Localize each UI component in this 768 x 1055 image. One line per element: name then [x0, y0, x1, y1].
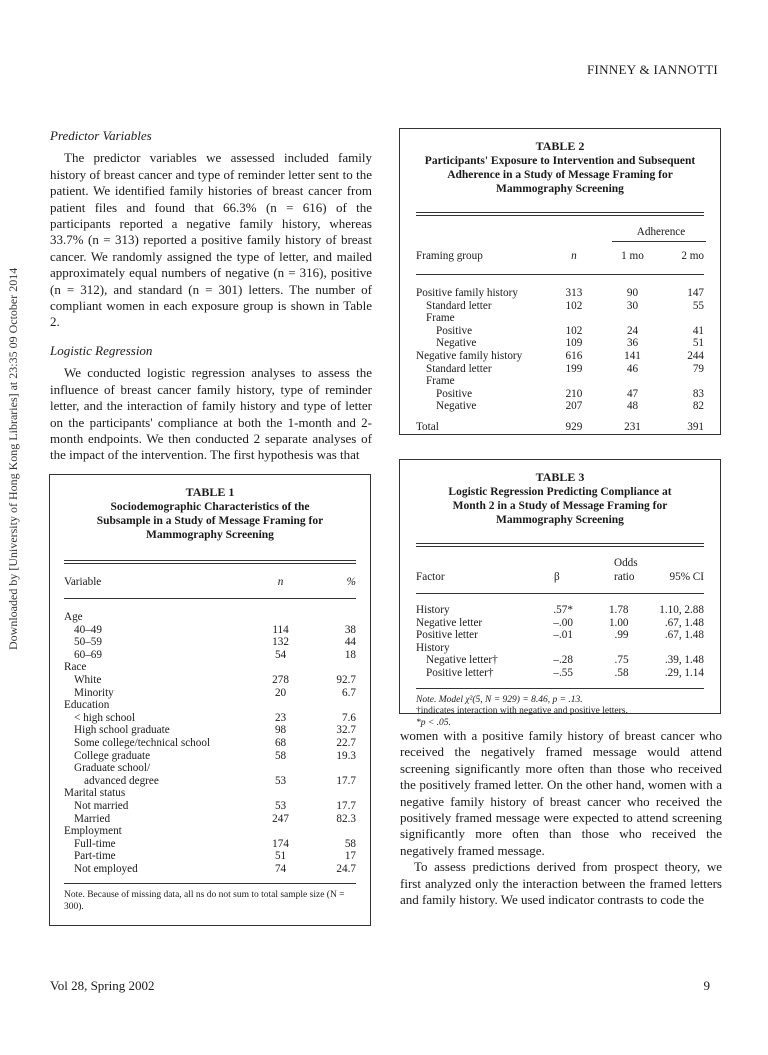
table-1-cell-pct: 19.3	[336, 749, 356, 762]
table-3-cell-beta: –.00	[553, 616, 573, 629]
table-1-cell-variable: advanced degree	[84, 774, 159, 787]
table-2-cell-n: 616	[565, 349, 583, 362]
table-2-cell-1mo: 24	[626, 324, 639, 337]
table-3-number: TABLE 3	[535, 470, 585, 484]
table-2-row	[416, 375, 704, 388]
table-3-title: Logistic Regression Predicting Compliance at Month 2 in a Study of Message Framing for Mammography Screening	[448, 486, 672, 526]
table-3-cell-ci: .29, 1.14	[664, 666, 704, 679]
table-2-cell-1mo: 46	[626, 362, 639, 375]
table-2-cell-n: 929	[565, 420, 583, 433]
section-heading-predictor: Predictor Variables	[50, 128, 152, 143]
table-1-cell-pct: 7.6	[342, 711, 356, 724]
table-1-number: TABLE 1	[185, 485, 235, 499]
table-1-cell-n	[259, 825, 303, 838]
table-3-cell-odds: 1.78	[608, 604, 629, 616]
table-3-col-ratio: ratio	[614, 571, 635, 583]
table-1-cell-n: 114	[272, 623, 289, 636]
table-3-cell-factor: History	[416, 604, 450, 616]
table-2-cell-n: 313	[565, 287, 583, 299]
table-1-cell-pct: 58	[344, 837, 356, 850]
table-1-cell-variable: < high school	[74, 711, 136, 724]
table-3-row	[416, 654, 704, 667]
table-1-cell-n: 51	[274, 850, 287, 863]
table-2-col-2mo: 2 mo	[681, 250, 704, 262]
table-2-cell-2mo: 83	[692, 387, 705, 400]
table-3-row	[416, 629, 704, 642]
table-1-row	[64, 661, 356, 674]
table-3	[399, 459, 721, 728]
table-3-cell-beta	[525, 642, 573, 655]
table-2-cell-2mo: 244	[687, 349, 704, 362]
table-3-row	[416, 642, 704, 655]
table-1-cell-pct: 38	[344, 623, 356, 636]
table-3-header	[416, 547, 704, 587]
table-2-cell-label: Total	[416, 420, 439, 433]
table-3-cell-ci: .67, 1.48	[664, 629, 704, 642]
table-1-cell-variable: 60–69	[74, 648, 102, 661]
table-3-cell-odds	[573, 642, 629, 655]
table-2-cell-label: Positive family history	[416, 287, 518, 299]
table-2-adherence-head: Adherence	[636, 226, 686, 238]
table-1-cell-variable: White	[74, 673, 102, 686]
table-1-row	[64, 699, 356, 712]
table-2-body	[416, 287, 704, 434]
table-2-cell-n	[545, 312, 603, 325]
table-1-cell-pct: 6.7	[342, 686, 356, 699]
table-1-cell-pct: 92.7	[336, 673, 356, 686]
table-3-notes	[416, 695, 704, 730]
table-2-cell-2mo: 55	[692, 299, 704, 312]
table-1-row	[64, 863, 356, 876]
table-2-cell-2mo: 82	[692, 400, 705, 413]
table-1-cell-n	[259, 762, 303, 775]
table-2-col-n: n	[571, 250, 577, 262]
table-2-cell-1mo	[603, 375, 663, 388]
table-2-cell-label: Standard letter	[426, 299, 492, 312]
table-2-cell-label: Frame	[426, 375, 455, 388]
table-1-cell-n	[259, 661, 303, 674]
table-2-cell-2mo: 79	[692, 362, 704, 375]
table-1-row	[64, 750, 356, 763]
table-1-cell-variable: Age	[64, 611, 83, 623]
table-2-row	[416, 421, 704, 434]
table-1-cell-pct: 22.7	[336, 736, 356, 749]
table-2-row	[416, 388, 704, 401]
table-2	[399, 128, 721, 435]
page-number: 9	[703, 978, 710, 993]
table-3-note-dagger: †indicates interaction with negative and positive letters.	[416, 706, 628, 717]
table-1-cell-n	[259, 699, 303, 712]
table-1-cell-variable: Graduate school/	[74, 762, 151, 775]
table-3-note-star: *p < .05.	[416, 717, 451, 728]
table-1-row	[64, 737, 356, 750]
table-1-row	[64, 825, 356, 838]
table-1-cell-variable: Part-time	[74, 850, 116, 863]
table-3-col-factor: Factor	[416, 571, 445, 583]
table-1-cell-variable: College graduate	[74, 749, 151, 762]
paragraph-predictor: The predictor variables we assessed included family history of breast cancer and type of reminder letter sent to the patient. We identified family histories of breast cancer from patient files and found that 66.3% (n = 616) of the participants reported a negative family history, whereas 33.7% (n = 313) reported a positive family history of breast cancer. We randomly assigned the type of letter, and mailed approximately equal numbers of negative (n = 316), positive (n = 312), and standard (n = 301) letters. The number of compliant women in each exposure group is shown in Table 2.	[50, 150, 372, 330]
table-2-row	[416, 300, 704, 313]
table-1-cell-n: 132	[272, 636, 289, 649]
table-2-cell-1mo: 48	[626, 400, 639, 413]
table-1-cell-n: 74	[274, 862, 287, 875]
table-3-col-odds: Odds	[614, 557, 638, 569]
table-1-cell-n: 20	[274, 686, 287, 699]
table-1-cell-variable: Race	[64, 661, 87, 674]
table-1-cell-n: 53	[274, 774, 287, 787]
table-1-cell-n: 247	[272, 812, 289, 825]
table-3-cell-beta: –.55	[553, 666, 573, 679]
table-3-cell-ci: 1.10, 2.88	[659, 604, 704, 616]
table-2-row	[416, 350, 704, 363]
table-1-row	[64, 762, 356, 775]
table-2-title: Participants' Exposure to Intervention and Subsequent Adherence in a Study of Message Framing for Mammography Screening	[424, 155, 696, 195]
table-2-row	[416, 312, 704, 325]
table-2-cell-2mo: 41	[692, 324, 705, 337]
table-2-row	[416, 287, 704, 300]
table-1-cell-pct: 17.7	[336, 799, 356, 812]
table-1-row	[64, 800, 356, 813]
table-1-row	[64, 775, 356, 788]
table-1-cell-pct: 18	[344, 648, 356, 661]
table-2-cell-label: Negative	[436, 337, 477, 350]
table-2-cell-label: Negative	[436, 400, 477, 413]
table-1-cell-pct: 32.7	[336, 724, 356, 737]
table-2-header-row	[416, 250, 704, 266]
table-1-cell-variable: High school graduate	[74, 724, 170, 737]
table-3-cell-factor: History	[416, 641, 450, 654]
table-1-title: Sociodemographic Characteristics of the Subsample in a Study of Message Framing for Mammography Screening	[96, 501, 324, 541]
table-1-row	[64, 674, 356, 687]
table-1-row	[64, 724, 356, 737]
table-3-cell-factor: Positive letter	[416, 629, 478, 642]
table-2-cell-n	[545, 375, 603, 388]
table-3-cell-beta: –.01	[553, 629, 573, 642]
table-1-col-pct: %	[346, 576, 356, 588]
table-1-body	[64, 611, 356, 875]
table-2-cell-1mo	[603, 312, 663, 325]
table-2-cell-2mo	[662, 375, 704, 388]
table-1-row	[64, 611, 356, 624]
table-1-cell-variable: 40–49	[74, 623, 102, 636]
table-2-cell-n: 210	[565, 387, 583, 400]
table-1-note: Note. Because of missing data, all ns do not sum to total sample size (N = 300).	[64, 890, 345, 912]
table-1-cell-n: 174	[272, 837, 289, 850]
table-2-row	[416, 400, 704, 413]
table-1-cell-n: 68	[274, 736, 287, 749]
table-1	[49, 474, 371, 926]
table-3-cell-beta: .57*	[553, 604, 573, 616]
table-2-cell-label: Standard letter	[426, 362, 492, 375]
table-1-cell-variable: Not employed	[74, 862, 138, 875]
table-2-cell-2mo	[662, 312, 704, 325]
table-2-col-1mo: 1 mo	[621, 250, 644, 262]
table-1-row	[64, 636, 356, 649]
table-1-row	[64, 850, 356, 863]
table-1-cell-pct	[302, 661, 356, 674]
table-2-cell-label: Positive	[436, 387, 473, 400]
table-2-cell-label: Positive	[436, 324, 473, 337]
table-2-cell-1mo: 36	[626, 337, 639, 350]
table-3-cell-ci: .67, 1.48	[664, 616, 704, 629]
table-1-row	[64, 649, 356, 662]
table-3-cell-odds: .75	[614, 654, 629, 667]
table-3-cell-ci	[629, 642, 704, 655]
table-1-row	[64, 787, 356, 800]
table-3-cell-factor: Negative letter	[416, 616, 483, 629]
table-1-cell-variable: Not married	[74, 799, 129, 812]
paragraph-prospect: To assess predictions derived from prospect theory, we first analyzed only the interaction between the framed letters and family history. We used indicator contrasts to code the	[400, 859, 722, 908]
paragraph-hypothesis: women with a positive family history of breast cancer who received the negatively framed message would attend screening significantly more often than those who received the positively framed letter. On the other hand, women with a negative family history of breast cancer who received the positively framed message were expected to attend screening significantly more often than those who received the negatively framed message.	[400, 728, 722, 858]
table-1-row	[64, 687, 356, 700]
table-1-col-variable: Variable	[64, 576, 102, 588]
table-3-row	[416, 617, 704, 630]
table-2-cell-n: 199	[565, 362, 583, 375]
table-1-cell-pct	[302, 762, 356, 775]
table-1-header-row	[64, 576, 356, 590]
table-3-cell-ci: .39, 1.48	[664, 654, 704, 667]
table-1-row	[64, 813, 356, 826]
table-2-cell-1mo: 30	[626, 299, 639, 312]
table-3-cell-beta: –.28	[553, 654, 573, 667]
table-2-cell-1mo: 90	[626, 287, 639, 299]
table-2-row	[416, 337, 704, 350]
table-1-cell-pct: 17.7	[336, 774, 356, 787]
table-3-cell-factor: Positive letter†	[426, 666, 494, 679]
table-2-cell-1mo: 231	[624, 420, 641, 433]
table-2-row	[416, 325, 704, 338]
table-1-row	[64, 712, 356, 725]
table-2-row	[416, 363, 704, 376]
table-2-number: TABLE 2	[535, 139, 585, 153]
table-1-cell-variable: Minority	[74, 686, 114, 699]
table-1-cell-variable: Education	[64, 699, 110, 712]
table-1-cell-pct	[302, 787, 356, 800]
table-3-col-ci: 95% CI	[669, 571, 704, 583]
table-2-cell-2mo: 147	[687, 287, 704, 299]
table-3-body	[416, 604, 704, 680]
table-1-cell-n: 98	[274, 724, 287, 737]
paragraph-logistic: We conducted logistic regression analyses to assess the influence of breast cancer family history, type of reminder letter, and the interaction of family history and type of letter on the participants' compliance at both the 1-month and 2-month endpoints. We then conducted 2 separate analyses of the impact of the intervention. The first hypothesis was that	[50, 365, 372, 463]
table-1-row	[64, 838, 356, 851]
table-1-cell-variable: Married	[74, 812, 111, 825]
table-1-cell-variable: Marital status	[64, 787, 126, 800]
table-1-col-n: n	[277, 576, 284, 588]
table-2-cell-2mo: 391	[687, 420, 704, 433]
table-1-cell-pct	[302, 825, 356, 838]
journal-volume: Vol 28, Spring 2002	[50, 978, 155, 993]
table-2-cell-2mo: 51	[692, 337, 705, 350]
table-1-cell-pct	[302, 611, 356, 624]
table-1-cell-n: 54	[274, 648, 287, 661]
table-3-cell-odds: .99	[614, 629, 629, 642]
table-2-cell-n: 109	[565, 337, 583, 350]
table-2-cell-n: 207	[565, 400, 583, 413]
table-3-cell-odds: 1.00	[608, 616, 629, 629]
table-3-row	[416, 604, 704, 617]
section-heading-logistic: Logistic Regression	[50, 342, 153, 358]
table-1-cell-n: 278	[272, 673, 289, 686]
left-column-text	[50, 128, 372, 476]
table-1-cell-n: 53	[274, 799, 287, 812]
table-3-row	[416, 667, 704, 680]
table-1-cell-n	[259, 787, 303, 800]
running-header: FINNEY & IANNOTTI	[587, 62, 718, 77]
table-1-cell-pct: 82.3	[336, 812, 356, 825]
table-1-cell-pct: 44	[344, 636, 356, 649]
table-1-cell-variable: 50–59	[74, 636, 102, 649]
table-2-cell-1mo: 47	[626, 387, 639, 400]
table-2-cell-1mo: 141	[624, 349, 641, 362]
table-1-row	[64, 624, 356, 637]
table-2-cell-label: Frame	[426, 312, 455, 325]
table-1-cell-pct: 24.7	[336, 862, 356, 875]
right-column-text	[400, 728, 722, 908]
table-1-cell-pct: 17	[344, 850, 356, 863]
table-1-cell-n: 23	[274, 711, 287, 724]
table-3-note-model: Note. Model χ²(5, N = 929) = 8.46, p = .13.	[416, 694, 583, 705]
table-3-col-beta: β	[554, 571, 560, 583]
table-2-cell-n: 102	[565, 324, 583, 337]
table-2-cell-n: 102	[565, 299, 583, 312]
table-1-cell-variable: Some college/technical school	[74, 736, 211, 749]
table-1-cell-variable: Employment	[64, 825, 122, 838]
table-2-cell-label: Negative family history	[416, 349, 523, 362]
download-watermark: Downloaded by [University of Hong Kong Libraries] at 23:35 09 October 2014	[6, 267, 20, 650]
table-1-cell-n: 58	[274, 749, 287, 762]
table-1-cell-variable: Full-time	[74, 837, 116, 850]
table-1-cell-n	[259, 611, 303, 624]
table-3-cell-odds: .58	[614, 666, 629, 679]
table-2-col-framing: Framing group	[416, 250, 483, 262]
table-1-cell-pct	[302, 699, 356, 712]
table-3-cell-factor: Negative letter†	[426, 654, 498, 667]
